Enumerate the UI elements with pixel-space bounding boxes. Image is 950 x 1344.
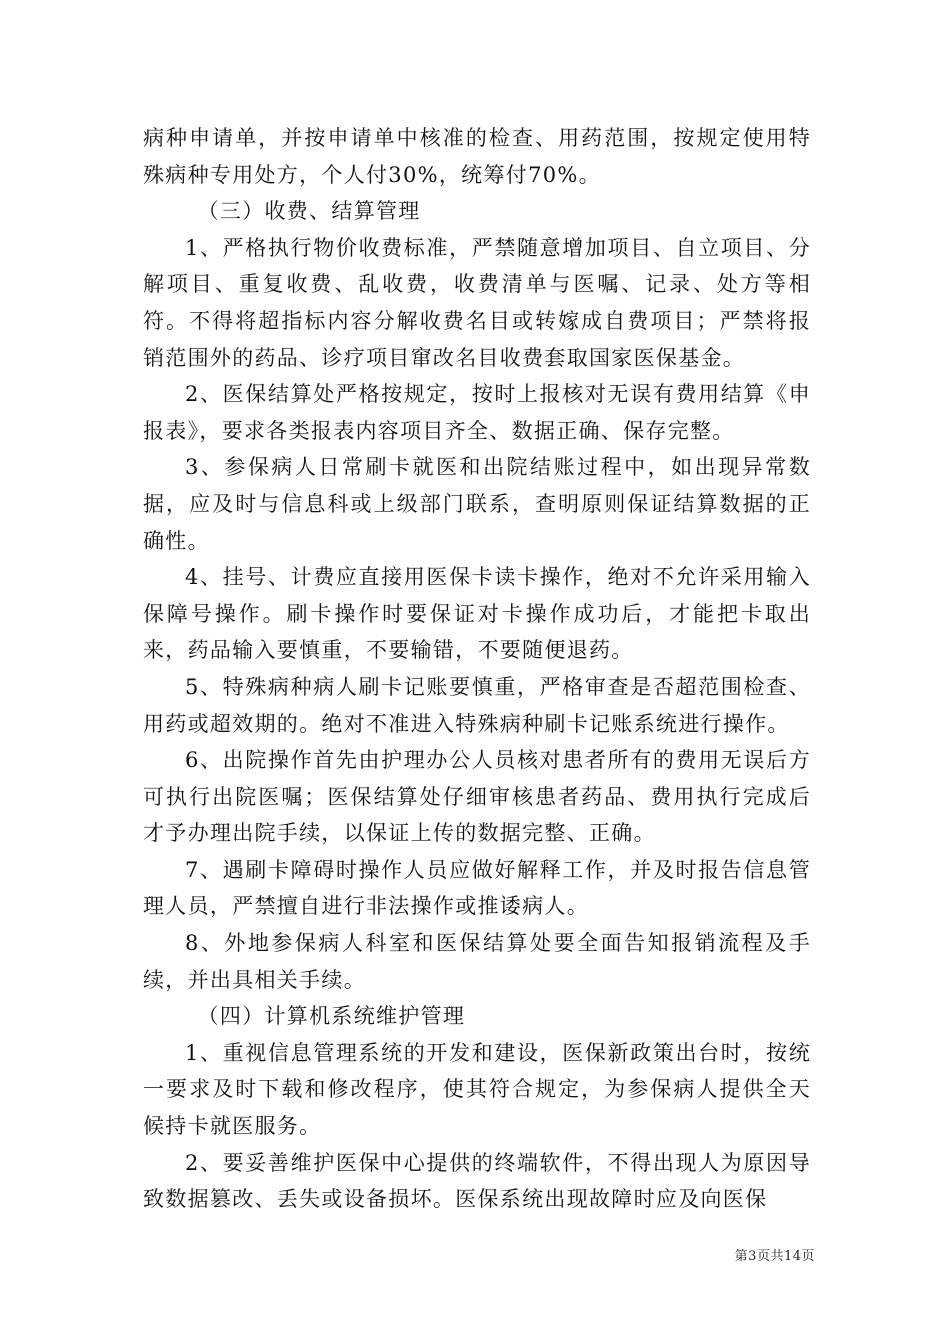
paragraph-item-1: 1、严格执行物价收费标准，严禁随意增加项目、自立项目、分解项目、重复收费、乱收费，收费清单与医嘱、记录、处方等相符。不得将超指标内容分解收费名目或转嫁成自费项目；严禁将报销范围外的药品、诊疗项目窜改名目收费套取国家医保基金。 (143, 235, 811, 370)
paragraph-item-8: 8、外地参保病人科室和医保结算处要全面告知报销流程及手续，并出具相关手续。 (143, 931, 811, 992)
paragraph-item-1-system: 1、重视信息管理系统的开发和建设，医保新政策出台时，按统一要求及时下载和修改程序，使其符合规定，为参保病人提供全天候持卡就医服务。 (143, 1040, 811, 1139)
paragraph-item-6: 6、出院操作首先由护理办公人员核对患者所有的费用无误后方可执行出院医嘱；医保结算处仔细审核患者药品、费用执行完成后才予办理出院手续，以保证上传的数据完整、正确。 (143, 748, 811, 846)
paragraph-item-3: 3、参保病人日常刷卡就医和出院结账过程中，如出现异常数据，应及时与信息科或上级部门联系，查明原则保证结算数据的正确性。 (143, 455, 811, 553)
paragraph-item-4: 4、挂号、计费应直接用医保卡读卡操作，绝对不允许采用输入保障号操作。刷卡操作时要保证对卡操作成功后，才能把卡取出来，药品输入要慎重，不要输错，不要随便退药。 (143, 565, 811, 663)
section-heading-fees-settlement: （三）收费、结算管理 (197, 199, 421, 224)
body-text (143, 120, 811, 1218)
page-number-footer: 第3页共14页 (734, 1249, 815, 1264)
paragraph-item-5: 5、特殊病种病人刷卡记账要慎重，严格审查是否超范围检查、用药或超效期的。绝对不准进入特殊病种刷卡记账系统进行操作。 (143, 674, 811, 736)
section-heading-system-maintenance: （四）计算机系统维护管理 (197, 1004, 466, 1029)
paragraph-item-2-system: 2、要妥善维护医保中心提供的终端软件，不得出现人为原因导致数据篡改、丢失或设备损坏。医保系统出现故障时应及向医保 (143, 1150, 811, 1212)
paragraph-item-2: 2、医保结算处严格按规定，按时上报核对无误有费用结算《申报表》，要求各类报表内容项目齐全、数据正确、保存完整。 (143, 382, 811, 443)
paragraph-continuation: 病种申请单，并按申请单中核准的检查、用药范围，按规定使用特殊病种专用处方，个人付30%，统筹付70%。 (143, 126, 811, 187)
paragraph-item-7: 7、遇刷卡障碍时操作人员应做好解释工作，并及时报告信息管理人员，严禁擅自进行非法操作或推诿病人。 (143, 857, 811, 919)
